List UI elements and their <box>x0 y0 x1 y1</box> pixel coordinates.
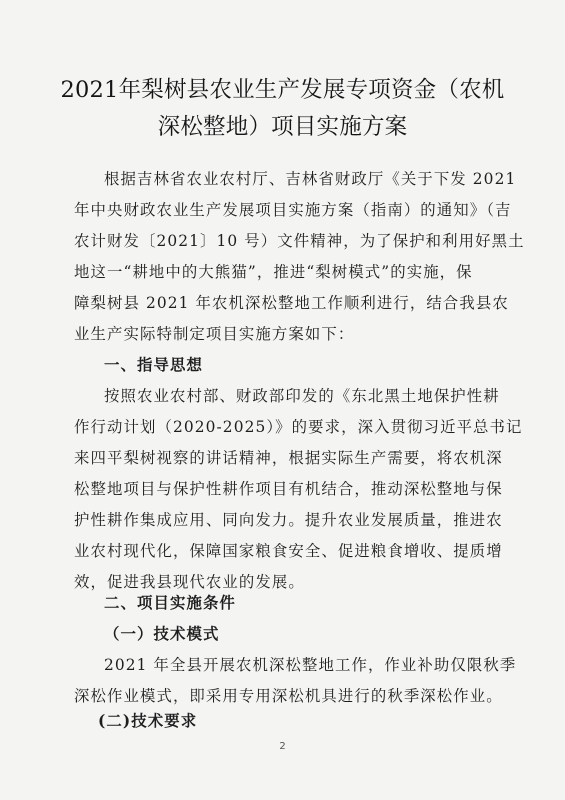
section-heading: 一、指导思想 <box>104 356 203 374</box>
text-line: 农计财发〔2021〕10 号）文件精神，为了保护和利用好黑土 <box>74 232 525 250</box>
text-line: 2021 年全县开展农机深松整地工作，作业补助仅限秋季 <box>104 656 517 674</box>
text-line: 作行动计划（2020-2025）》的要求，深入贯彻习近平总书记 <box>74 418 523 436</box>
text-line: 年中央财政农业生产发展项目实施方案（指南）的通知》（吉 <box>74 201 512 219</box>
subsection-heading: (二)技术要求 <box>98 712 198 730</box>
title-line: 2021年梨树县农业生产发展专项资金（农机 <box>60 77 505 103</box>
text-line: 来四平梨树视察的讲话精神，根据实际生产需要，将农机深 <box>74 449 503 467</box>
section-heading: 二、项目实施条件 <box>104 594 236 612</box>
title-line: 深松整地）项目实施方案 <box>157 114 408 140</box>
intro-paragraph <box>74 164 525 350</box>
text-line: 业生产实际特制定项目实施方案如下： <box>74 325 355 343</box>
subsection1-paragraph <box>74 650 522 712</box>
section1-paragraph <box>74 381 522 598</box>
text-line: 效，促进我县现代农业的发展。 <box>74 573 305 591</box>
page-number: 2 <box>279 741 286 752</box>
document-title <box>40 72 525 146</box>
subsection-heading: （一）技术模式 <box>104 625 220 643</box>
text-line: 深松作业模式，即采用专用深松机具进行的秋季深松作业。 <box>74 687 503 705</box>
text-line: 根据吉林省农业农村厅、吉林省财政厅《关于下发 2021 <box>104 170 517 188</box>
text-line: 业农村现代化，保障国家粮食安全、促进粮食增收、提质增 <box>74 542 503 560</box>
text-line: 按照农业农村部、财政部印发的《东北黑土地保护性耕 <box>104 387 500 405</box>
text-line: 地这一“耕地中的大熊猫”，推进“梨树模式”的实施，保 <box>74 263 473 281</box>
text-line: 松整地项目与保护性耕作项目有机结合，推动深松整地与保 <box>74 480 503 498</box>
text-line: 障梨树县 2021 年农机深松整地工作顺利进行，结合我县农 <box>74 294 509 312</box>
text-line: 护性耕作集成应用、同向发力。提升农业发展质量，推进农 <box>74 511 503 529</box>
